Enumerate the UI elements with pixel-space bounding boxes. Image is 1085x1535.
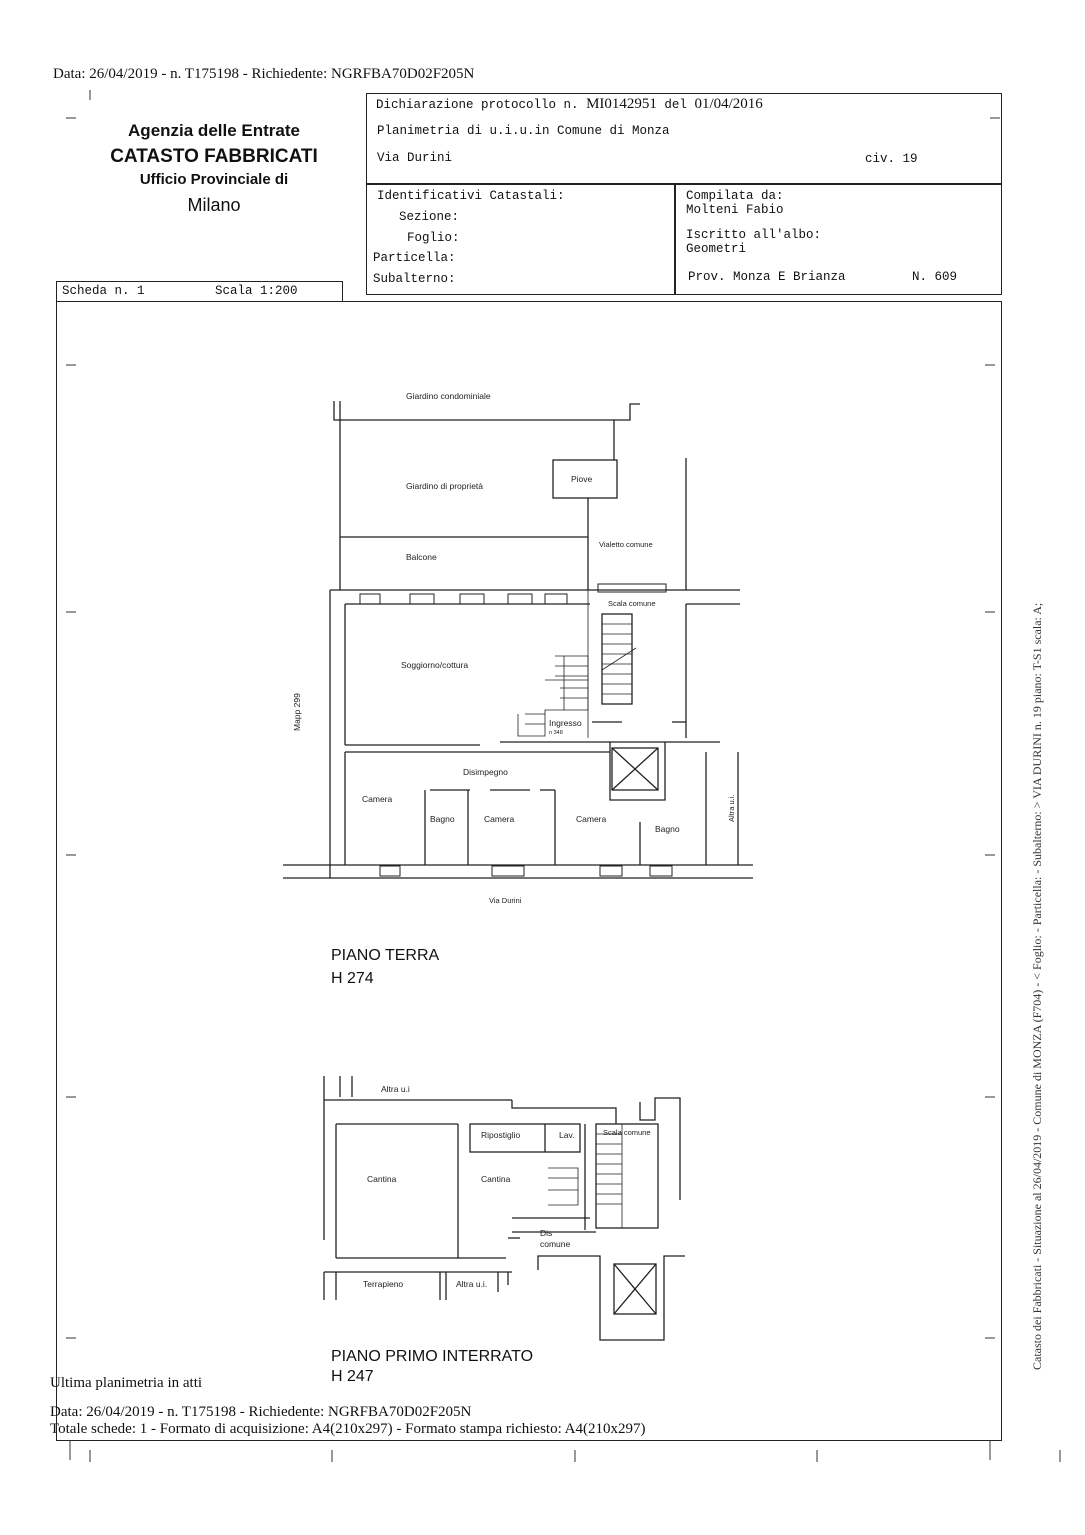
label-comune: comune bbox=[540, 1239, 571, 1249]
civic-number: civ. 19 bbox=[865, 152, 918, 166]
label-scala-comune: Scala comune bbox=[608, 599, 656, 608]
street-name: Via Durini bbox=[377, 151, 453, 165]
label-soggiorno: Soggiorno/cottura bbox=[401, 660, 469, 670]
footer-totale-line: Totale schede: 1 - Formato di acquisizione: A4(210x297) - Formato stampa richiesto: A4(210x297) bbox=[50, 1421, 646, 1437]
identifiers-title: Identificativi Catastali: bbox=[377, 189, 565, 203]
basement-title: PIANO PRIMO INTERRATO bbox=[331, 1348, 534, 1365]
register-label: Iscritto all'albo: bbox=[686, 228, 822, 242]
ground-floor-title: PIANO TERRA bbox=[331, 947, 440, 964]
agency-name: Agenzia delle Entrate bbox=[128, 121, 300, 140]
ultima-planimetria: Ultima planimetria in atti bbox=[50, 1375, 203, 1391]
office-line: Ufficio Provinciale di bbox=[139, 171, 289, 188]
date-label: del bbox=[664, 98, 687, 112]
label-bagno-2: Bagno bbox=[655, 824, 680, 834]
label-camera-1: Camera bbox=[362, 794, 393, 804]
label-mapp: Mapp 299 bbox=[292, 693, 302, 731]
side-stamp: Catasto dei Fabbricati - Situazione al 26/04/2019 - Comune di MONZA (F704) - < Foglio: - Particella: - Subalterno: > VIA DURINI n. 19 piano: T-S1 scala: A; bbox=[1030, 602, 1044, 1370]
top-request-line: Data: 26/04/2019 - n. T175198 - Richiedente: NGRFBA70D02F205N bbox=[53, 66, 475, 82]
label-giardino-proprieta: Giardino di proprietà bbox=[406, 481, 484, 491]
label-altra-ui-bottom: Altra u.i. bbox=[456, 1279, 488, 1289]
label-cantina-1: Cantina bbox=[367, 1174, 397, 1184]
ground-floor-plan bbox=[283, 401, 753, 878]
particella-label: Particella: bbox=[373, 251, 456, 265]
compiler-number: N. 609 bbox=[912, 270, 958, 284]
foglio-label: Foglio: bbox=[407, 231, 460, 245]
label-giardino-condominiale: Giardino condominiale bbox=[406, 391, 491, 401]
label-via-durini: Via Durini bbox=[489, 896, 522, 905]
label-dis: Dis bbox=[540, 1228, 553, 1238]
label-scala-comune-basement: Scala comune bbox=[603, 1128, 651, 1137]
label-n348: n 348 bbox=[549, 730, 563, 736]
label-camera-2: Camera bbox=[484, 814, 515, 824]
label-terrapieno: Terrapieno bbox=[363, 1279, 404, 1289]
label-vialetto: Vialetto comune bbox=[599, 540, 653, 549]
label-balcone: Balcone bbox=[406, 552, 437, 562]
catasto-title: CATASTO FABBRICATI bbox=[110, 146, 318, 167]
label-ingresso: Ingresso bbox=[549, 718, 582, 728]
compiler-name: Molteni Fabio bbox=[686, 203, 784, 217]
label-ripostiglio: Ripostiglio bbox=[481, 1130, 521, 1140]
label-altra-ui-top: Altra u.i bbox=[381, 1084, 410, 1094]
compiler-label: Compilata da: bbox=[686, 189, 784, 203]
subalterno-label: Subalterno: bbox=[373, 272, 456, 286]
label-altra-ui: Altra u.i. bbox=[727, 794, 736, 822]
basement-height: H 247 bbox=[331, 1368, 374, 1385]
register-name: Geometri bbox=[686, 242, 747, 256]
office-city: Milano bbox=[187, 195, 241, 215]
label-disimpegno: Disimpegno bbox=[463, 767, 508, 777]
footer-data-line: Data: 26/04/2019 - n. T175198 - Richiedente: NGRFBA70D02F205N bbox=[50, 1404, 472, 1420]
scheda-number: Scheda n. 1 bbox=[62, 284, 145, 298]
scale-value: Scala 1:200 bbox=[215, 284, 298, 298]
protocol-date: 01/04/2016 bbox=[694, 96, 763, 112]
ground-floor-height: H 274 bbox=[331, 970, 374, 987]
label-camera-3: Camera bbox=[576, 814, 607, 824]
protocol-number: MI0142951 bbox=[586, 96, 657, 112]
label-cantina-2: Cantina bbox=[481, 1174, 511, 1184]
compiler-province: Prov. Monza E Brianza bbox=[688, 270, 846, 284]
basement-plan bbox=[324, 1076, 685, 1340]
sezione-label: Sezione: bbox=[399, 210, 460, 224]
label-lav: Lav. bbox=[559, 1130, 575, 1140]
label-piove: Piove bbox=[571, 474, 593, 484]
label-bagno-1: Bagno bbox=[430, 814, 455, 824]
plan-line: Planimetria di u.i.u.in Comune di Monza bbox=[377, 124, 670, 138]
protocol-label: Dichiarazione protocollo n. bbox=[376, 98, 579, 112]
